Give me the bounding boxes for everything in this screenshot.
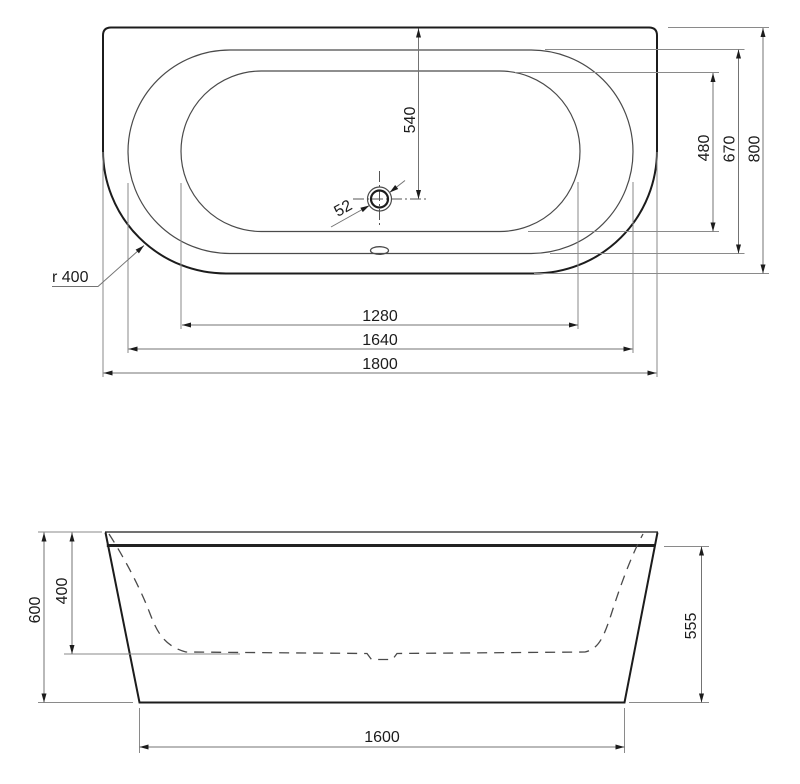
side-view-dimension-lines [44, 533, 702, 748]
side-view-dimension-labels [27, 578, 700, 746]
dim-front-height-label: 555 [683, 612, 701, 640]
dim-overall-length-label: 1800 [362, 356, 398, 373]
dim-corner-radius-label: r 400 [52, 269, 89, 286]
dim-rim-length-label: 1640 [362, 332, 398, 349]
dim-rim-width-label: 670 [721, 135, 739, 163]
tub-side-outline [106, 533, 658, 703]
tub-outer-outline [103, 28, 657, 274]
dim-basin-width-label: 480 [696, 134, 714, 162]
side-view [27, 532, 709, 753]
dim-basin-length-label: 1280 [362, 308, 398, 325]
tub-side-inner-profile [109, 534, 643, 660]
drain-icon [353, 171, 429, 227]
top-view [52, 28, 769, 378]
dim-drain-offset-label: 540 [402, 106, 420, 134]
dim-inner-depth-label: 400 [54, 577, 72, 605]
dim-bottom-length-label: 1600 [364, 729, 400, 746]
side-view-extension-lines [38, 532, 709, 753]
dim-overall-width-label: 800 [746, 135, 764, 163]
tub-rim-inner-edge [128, 50, 633, 254]
leader-line-52 [390, 181, 405, 193]
dim-overall-height-label: 600 [27, 596, 45, 624]
dim-drain-diameter-label: 52 [331, 197, 356, 221]
